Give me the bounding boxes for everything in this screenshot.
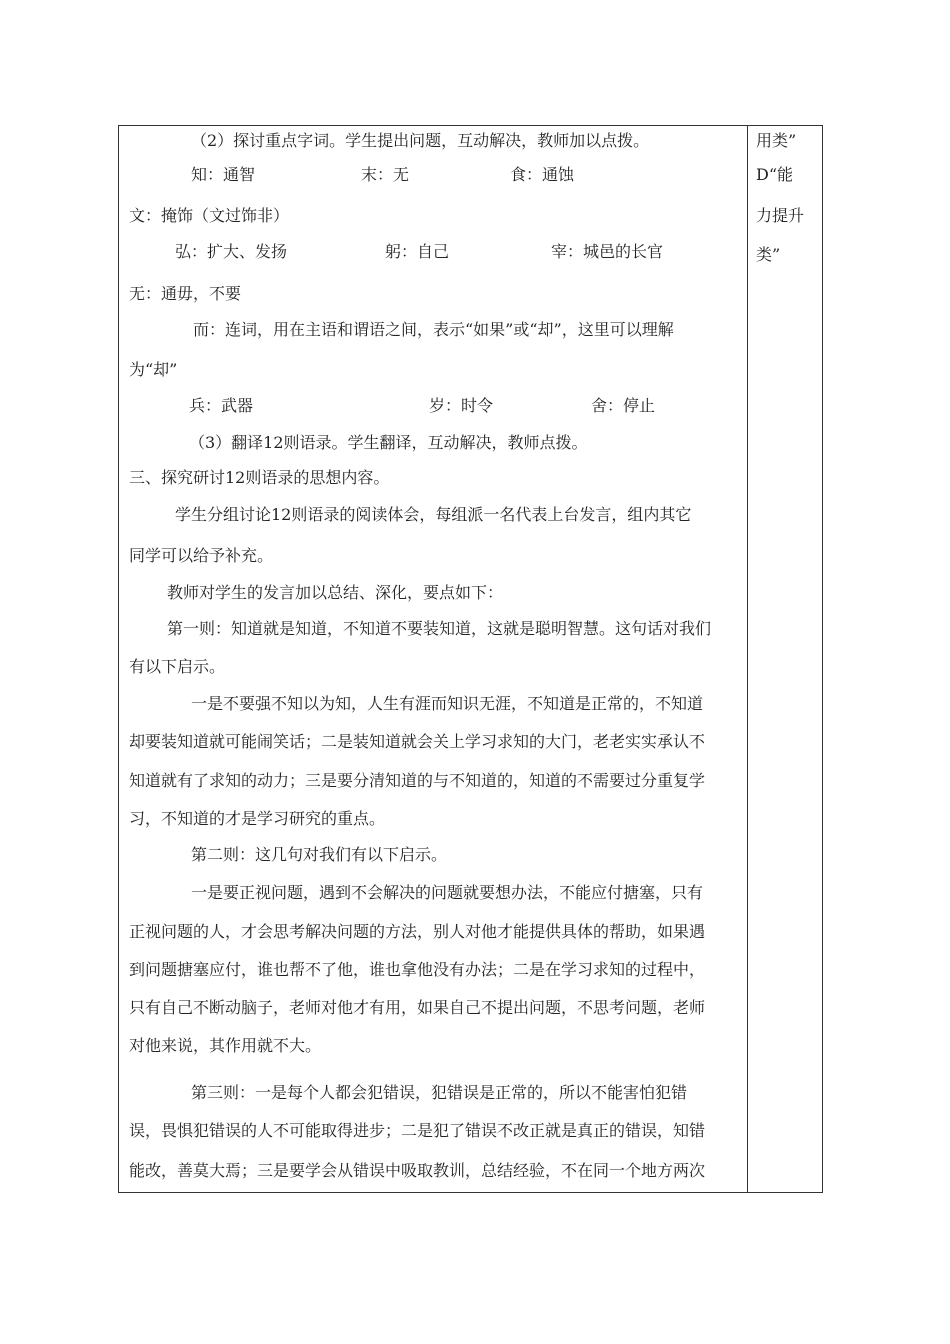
side-note-line: 类”	[756, 245, 781, 264]
text-line: 习，不知道的才是学习研究的重点。	[129, 809, 386, 828]
text-line: 对他来说，其作用就不大。	[129, 1036, 322, 1055]
side-note-line: 力提升	[756, 206, 805, 225]
text-line: 宰：城邑的长官	[551, 242, 664, 261]
text-line: 同学可以给予补充。	[129, 546, 274, 565]
text-line: 岁：时令	[429, 396, 494, 415]
text-line: 第三则：一是每个人都会犯错误，犯错误是正常的，所以不能害怕犯错	[191, 1083, 688, 1102]
text-line: 而：连词，用在主语和谓语之间，表示“如果”或“却”，这里可以理解	[193, 320, 674, 339]
text-line: （2）探讨重点字词。学生提出问题，互动解决，教师加以点拨。	[191, 131, 650, 150]
text-line: 有以下启示。	[129, 657, 226, 676]
text-line: 知道就有了求知的动力；三是要分清知道的与不知道的，知道的不需要过分重复学	[129, 771, 706, 790]
side-note-line: 用类”	[756, 131, 797, 150]
text-line: 正视问题的人，才会思考解决问题的方法，别人对他才能提供具体的帮助，如果遇	[129, 922, 706, 941]
text-line: 教师对学生的发言加以总结、深化，要点如下：	[167, 583, 504, 602]
text-line: 能改，善莫大焉；三是要学会从错误中吸取教训，总结经验，不在同一个地方两次	[129, 1161, 706, 1180]
side-note-line: D“能	[756, 165, 794, 184]
text-line: 无：通毋，不要	[129, 284, 242, 303]
text-line: 文：掩饰（文过饰非）	[129, 206, 290, 225]
text-line: 弘：扩大、发扬	[175, 242, 288, 261]
text-line: 却要装知道就可能闹笑话；二是装知道就会关上学习求知的大门，老老实实承认不	[129, 732, 706, 751]
text-line: （3）翻译12则语录。学生翻译，互动解决，教师点拨。	[189, 433, 588, 452]
text-line: 兵：武器	[189, 396, 254, 415]
text-line: 知：通智	[191, 165, 256, 184]
text-line: 只有自己不断动脑子，老师对他才有用，如果自己不提出问题，不思考问题，老师	[129, 998, 706, 1017]
text-line: 一是不要强不知以为知，人生有涯而知识无涯，不知道是正常的，不知道	[191, 694, 704, 713]
text-line: 舍：停止	[591, 396, 656, 415]
text-line: 为“却”	[129, 360, 178, 379]
text-line: 学生分组讨论12则语录的阅读体会，每组派一名代表上台发言，组内其它	[175, 505, 692, 524]
text-line: 误，畏惧犯错误的人不可能取得进步；二是犯了错误不改正就是真正的错误，知错	[129, 1121, 706, 1140]
text-line: 第一则：知道就是知道，不知道不要装知道，这就是聪明智慧。这句话对我们	[167, 619, 712, 638]
text-line: 到问题搪塞应付，谁也帮不了他，谁也拿他没有办法；二是在学习求知的过程中，	[129, 960, 706, 979]
content-table	[118, 125, 823, 1193]
text-line: 食：通蚀	[510, 165, 575, 184]
text-line: 一是要正视问题，遇到不会解决的问题就要想办法，不能应付搪塞，只有	[191, 883, 704, 902]
column-divider	[747, 126, 748, 1192]
text-line: 躬：自己	[385, 242, 450, 261]
text-line: 三、探究研讨12则语录的思想内容。	[129, 468, 390, 487]
text-line: 末：无	[361, 165, 410, 184]
text-line: 第二则：这几句对我们有以下启示。	[191, 845, 448, 864]
